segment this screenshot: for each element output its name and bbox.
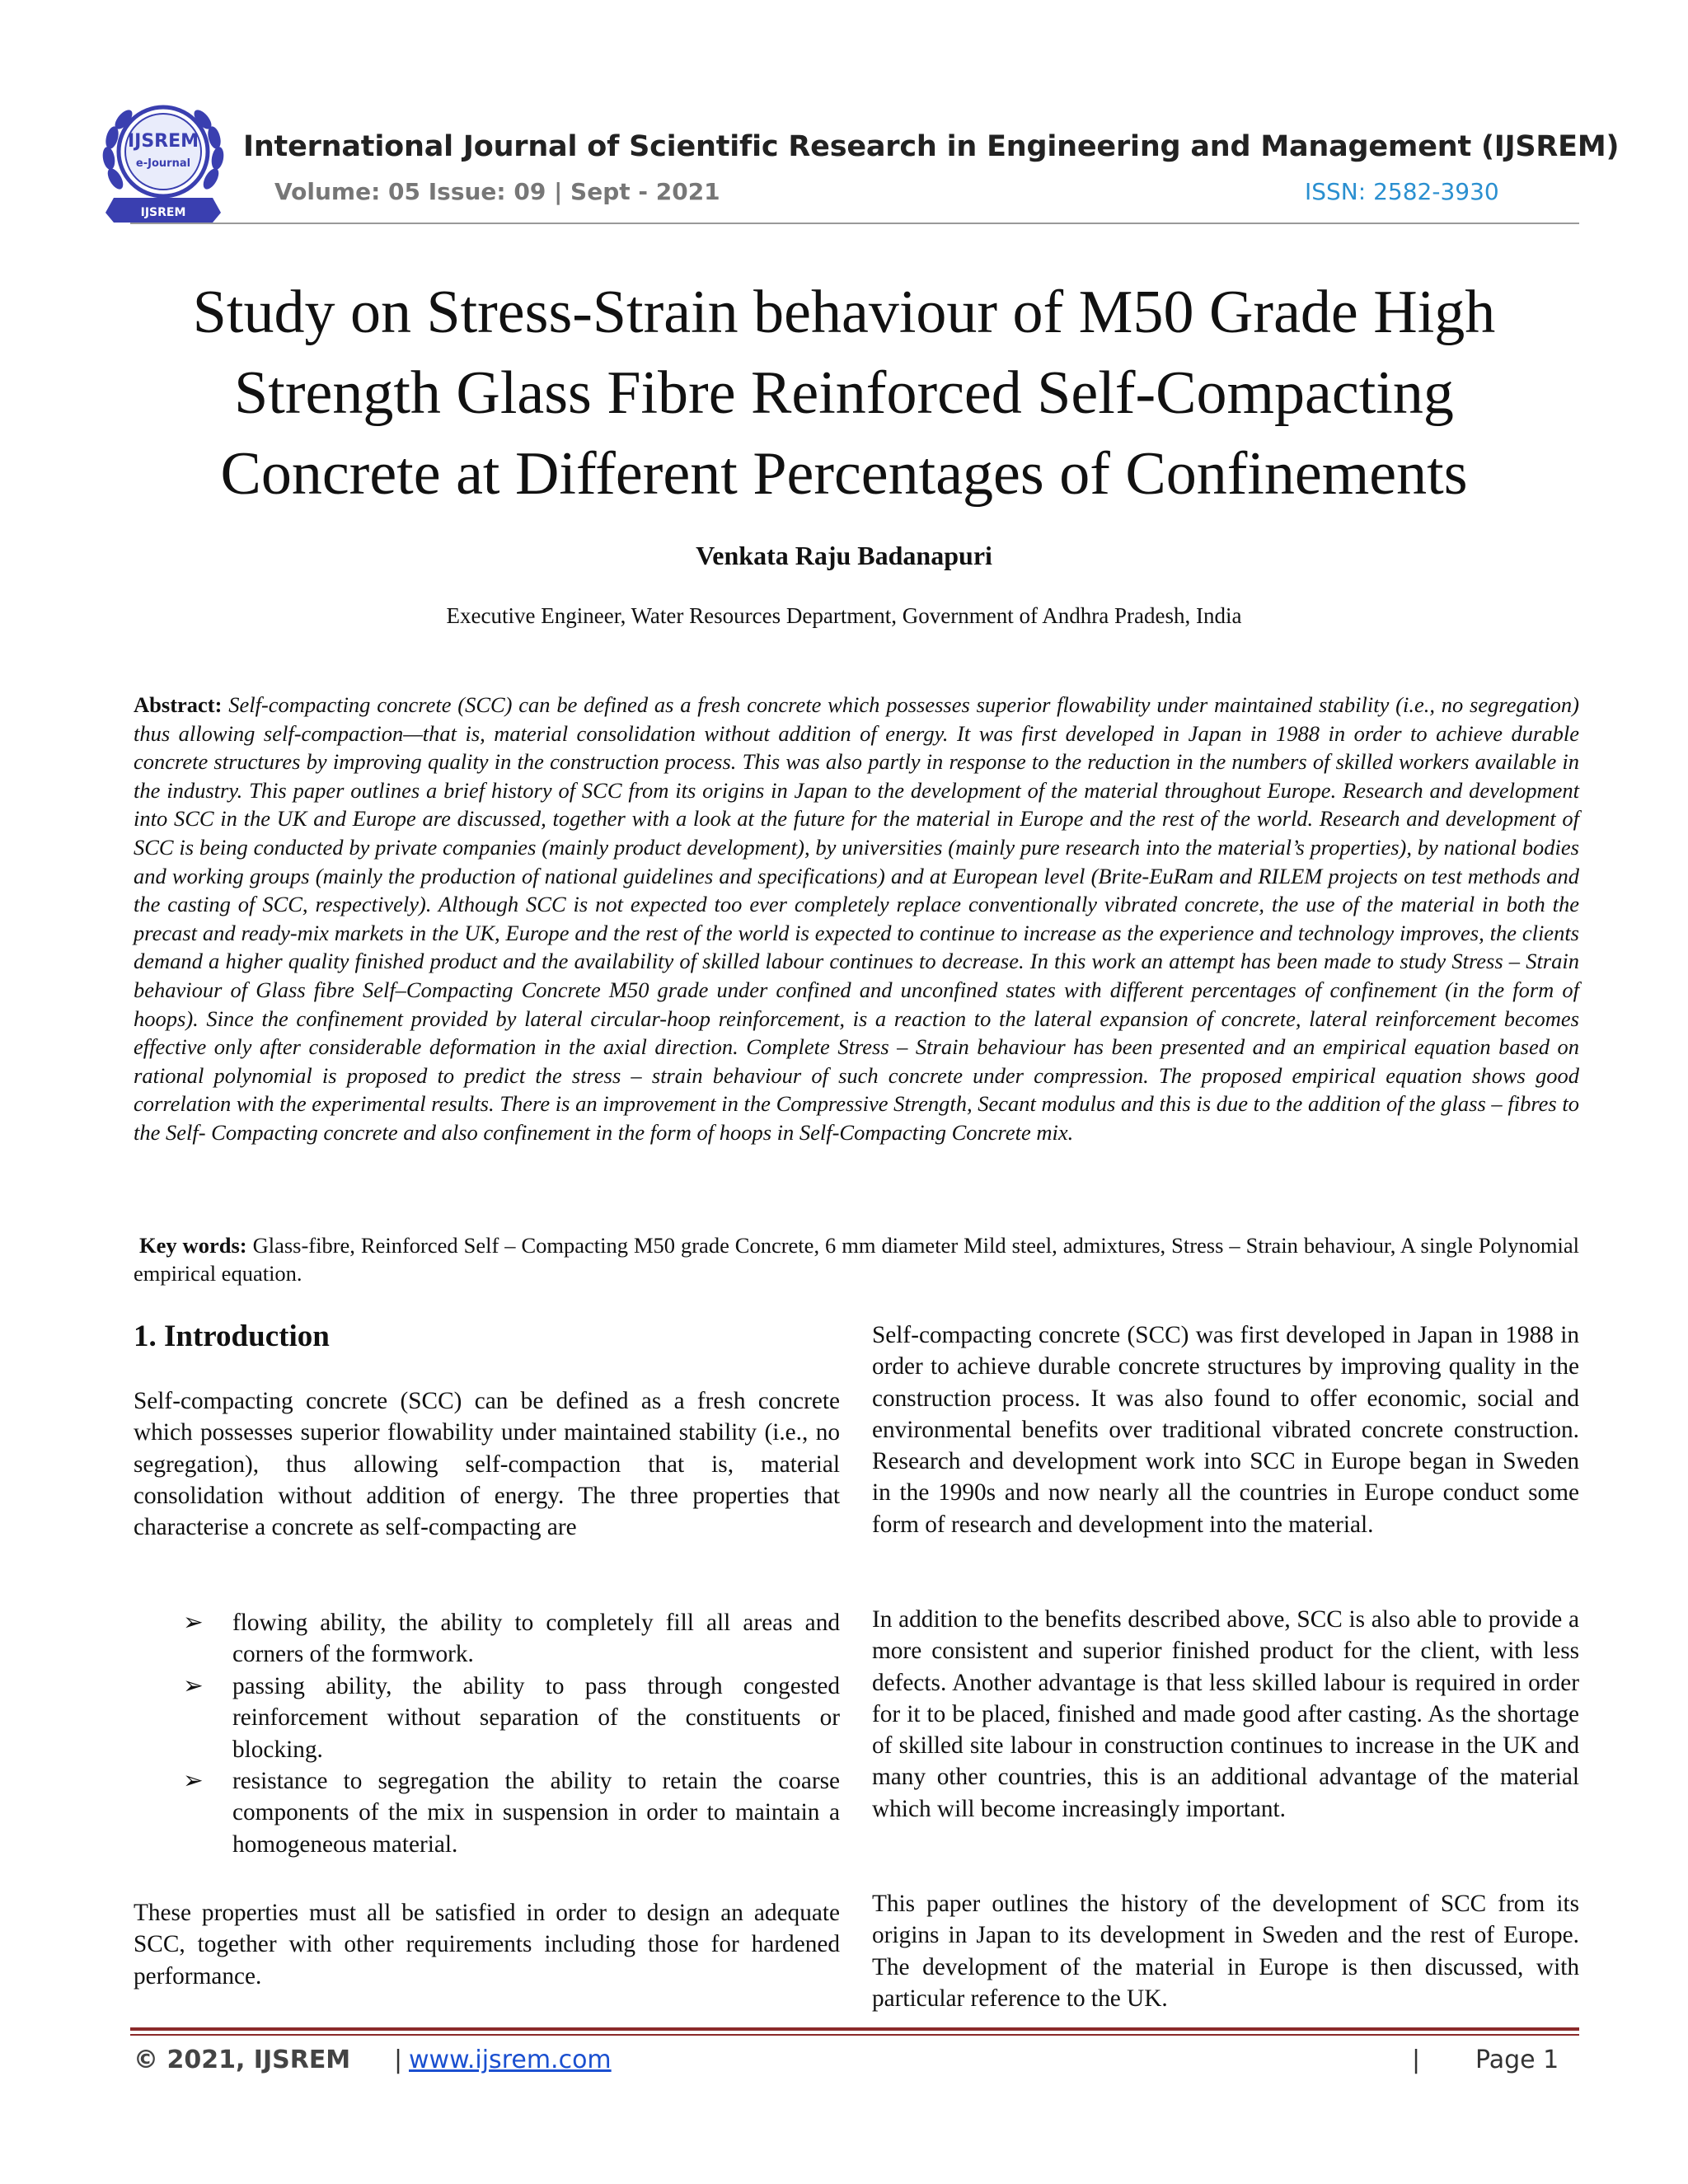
page-number: Page 1 <box>1475 2046 1559 2074</box>
list-item-text: flowing ability, the ability to completely fill all areas and corners of the formwork. <box>232 1610 840 1668</box>
header-divider <box>130 223 1579 224</box>
footer-website-link[interactable]: www.ijsrem.com <box>409 2046 612 2074</box>
journal-logo-graphic <box>97 92 229 232</box>
arrow-bullet-icon: ➢ <box>183 1672 204 1699</box>
intro-paragraph-1: Self-compacting concrete (SCC) can be defined as a fresh concrete which possesses superior flowability under maintained stability (i.e., no segregation), thus allowing self-compaction that is, material consolidation without addition of energy. The three properties that characterise a concrete as self-compacting are <box>134 1388 840 1541</box>
logo-text: IJSREM <box>127 131 199 152</box>
intro-right-paragraph-1: Self-compacting concrete (SCC) was first developed in Japan in 1988 in order to achieve durable concrete structures by improving quality in the construction process. It was also found to offer economic, social and environmental benefits over traditional vibrated concrete construction. Research and development work into SCC in Europe began in Sweden in the 1990s and now nearly all the countries in Europe conduct some form of research and development into the material. <box>872 1322 1579 1538</box>
list-item <box>183 1765 840 1860</box>
footer-divider <box>130 2027 1579 2031</box>
keywords-text: Glass-fibre, Reinforced Self – Compacting M50 grade Concrete, 6 mm diameter Mild steel, admixtures, Stress – Strain behaviour, A single Polynomial empirical equation. <box>134 1233 1579 1286</box>
paper-title-line-1: Study on Stress-Strain behaviour of M50 Grade High <box>192 279 1496 346</box>
intro-right-paragraph-3: This paper outlines the history of the development of SCC from its origins in Japan to its development in Sweden and the rest of Europe. The development of the material in Europe is then discussed, with particular reference to the UK. <box>872 1891 1579 2012</box>
properties-list <box>183 1607 840 1860</box>
footer-separator: | <box>394 2046 403 2074</box>
paper-title <box>82 272 1606 514</box>
intro-right-paragraph-2: In addition to the benefits described above, SCC is also able to provide a more consistent and superior finished product for the client, with less defects. Another advantage is that less skilled labour is required in order for it to be placed, finished and made good after casting. As the shortage of skilled site labour in construction continues to increase in the UK and many other countries, this is an additional advantage of the material which will become increasingly important. <box>872 1606 1579 1822</box>
footer-divider-thin <box>130 2034 1579 2036</box>
arrow-bullet-icon: ➢ <box>183 1610 204 1636</box>
paper-title-line-2: Strength Glass Fibre Reinforced Self-Compacting <box>234 359 1454 427</box>
logo-subtext: e-Journal <box>135 157 191 170</box>
intro-paragraph-2: These properties must all be satisfied in order to design an adequate SCC, together with other requirements including those for hardened performance. <box>134 1900 840 1990</box>
paper-title-line-3: Concrete at Different Percentages of Confinements <box>220 440 1468 508</box>
list-item <box>183 1607 840 1671</box>
keywords <box>134 1231 1579 1287</box>
logo-ribbon-text: IJSREM <box>140 206 186 219</box>
list-item-text: passing ability, the ability to pass through congested reinforcement without separation of the constituents or blocking. <box>232 1672 840 1763</box>
journal-issn: ISSN: 2582-3930 <box>1305 178 1499 205</box>
abstract-label: Abstract: <box>134 692 223 717</box>
section-heading-introduction: 1. Introduction <box>134 1319 330 1353</box>
footer-separator: | <box>1412 2046 1421 2074</box>
journal-logo <box>97 92 229 232</box>
abstract-text: Self-compacting concrete (SCC) can be defined as a fresh concrete which possesses superior flowability under maintained stability (i.e., no segregation) thus allowing self-compaction—that is, material consolidation without addition of energy. It was first developed in Japan in 1988 in order to achieve durable concrete structures by improving quality in the construction process. This was also partly in response to the reduction in the numbers of skilled workers available in the industry. This paper outlines a brief history of SCC from its origins in Japan to the development of the material throughout Europe. Research and development into SCC in the UK and Europe are discussed, together with a look at the future for the material in Europe and the rest of the world. Research and development of SCC is being conducted by private companies (mainly product development), by universities (mainly pure research into the material’s properties), by national bodies and working groups (mainly the production of national guidelines and specifications) and at European level (Brite-EuRam and RILEM projects on test methods and the casting of SCC, respectively). Although SCC is not expected too ever completely replace conventionally vibrated concrete, the use of the material in both the precast and ready-mix markets in the UK, Europe and the rest of the world is expected to continue to increase as the experience and technology improves, the clients demand a higher quality finished product and the availability of skilled labour continues to decrease. In this work an attempt has been made to study Stress – Strain behaviour of Glass fibre Self–Compacting Concrete M50 grade under confined and unconfined states with different percentages of confinement (in the form of hoops). Since the confinement provided by lateral circular-hoop reinforcement, is a reaction to the lateral expansion of concrete, lateral reinforcement becomes effective only after considerable deformation in the axial direction. Complete Stress – Strain behaviour has been presented and an empirical equation based on rational polynomial is proposed to predict the stress – strain behaviour of such concrete under compression. The proposed empirical equation shows good correlation with the experimental results. There is an improvement in the Compressive Strength, Secant modulus and this is due to the addition of the glass – fibres to the Self- Compacting concrete and also confinement in the form of hoops in Self-Compacting Concrete mix. <box>134 692 1579 1145</box>
list-item <box>183 1671 840 1765</box>
list-item-text: resistance to segregation the ability to retain the coarse components of the mix in suspension in order to maintain a homogeneous material. <box>232 1768 840 1858</box>
journal-volume: Volume: 05 Issue: 09 | Sept - 2021 <box>274 178 720 205</box>
author-affiliation: Executive Engineer, Water Resources Department, Government of Andhra Pradesh, India <box>446 603 1242 628</box>
abstract <box>134 691 1579 1147</box>
arrow-bullet-icon: ➢ <box>183 1768 204 1795</box>
journal-title: International Journal of Scientific Research in Engineering and Management (IJSREM) <box>243 130 1620 163</box>
author-name: Venkata Raju Badanapuri <box>696 541 992 570</box>
keywords-label: Key words: <box>138 1233 247 1258</box>
footer-copyright: © 2021, IJSREM <box>134 2046 351 2074</box>
